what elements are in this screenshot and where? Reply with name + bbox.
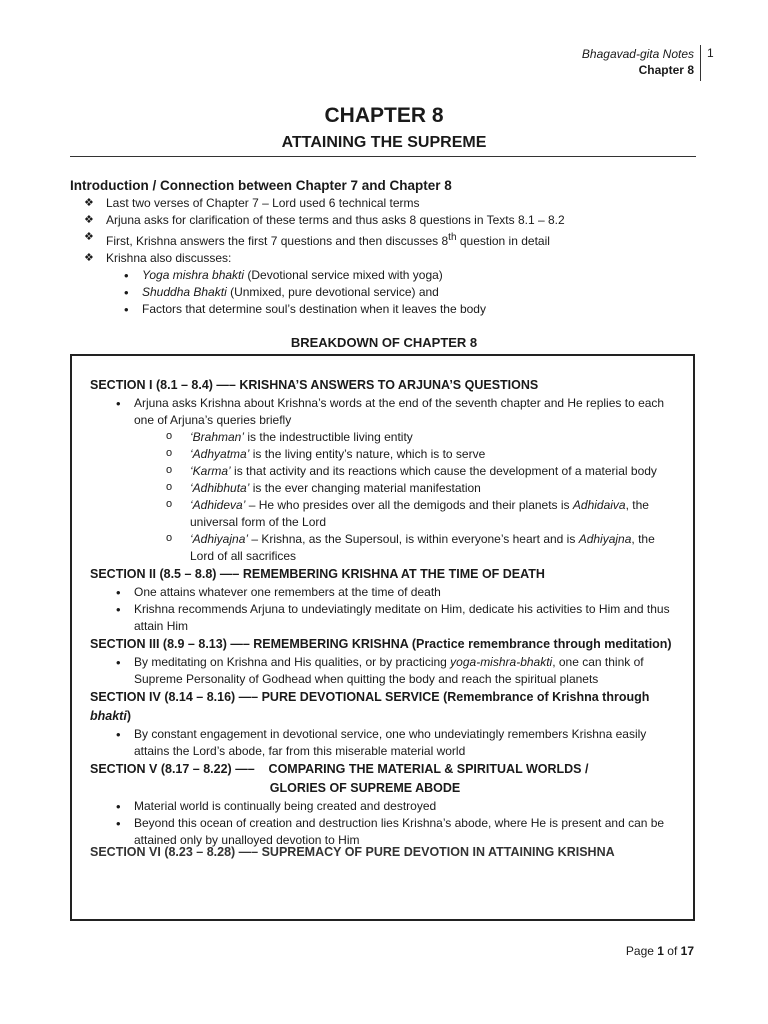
section-1-list (90, 395, 680, 565)
intro-sublist (106, 267, 710, 318)
title-rule (70, 156, 696, 157)
section-5-heading-line2: GLORIES OF SUPREME ABODE (269, 781, 461, 795)
list-item (166, 531, 680, 565)
section-2-list (90, 584, 680, 635)
section-4-list (90, 726, 680, 760)
list-item (166, 480, 680, 497)
italic-term: Yoga mishra bhakti (142, 268, 245, 282)
footer-of: of (663, 944, 681, 958)
section-5-list (90, 798, 680, 849)
list-item (120, 301, 710, 318)
list-item (116, 395, 680, 565)
item-text: First, Krishna answers the first 7 questions and then discusses 8 (106, 234, 449, 248)
list-item (166, 446, 680, 463)
item-text: is the indestructible living entity (244, 430, 413, 444)
item-text: (Devotional service mixed with yoga) (244, 268, 443, 282)
item-text: , the universal form of the Lord (190, 498, 649, 529)
item-text: is the ever changing material manifestation (249, 481, 481, 495)
page-footer (626, 944, 694, 958)
running-head-divider (700, 45, 701, 81)
section-4-heading (90, 688, 680, 726)
intro-heading: Introduction / Connection between Chapter 7 and Chapter 8 (70, 178, 452, 193)
section-2-heading: SECTION II (8.5 – 8.8) —– REMEMBERING KRISHNA AT THE TIME OF DEATH (90, 567, 545, 581)
superscript: th (448, 232, 457, 243)
italic-term: ‘Brahman’ (190, 430, 245, 444)
italic-term: bhakti (90, 709, 127, 723)
list-item: • Material world is continually being created and destroyed (116, 798, 680, 815)
item-text: – Krishna, as the Supersoul, is within everyone’s heart and is (248, 532, 579, 546)
footer-total-pages: 17 (680, 944, 694, 958)
italic-term: Shuddha Bhakti (142, 285, 227, 299)
item-text: By meditating on Krishna and His qualities, or by practicing (134, 655, 451, 669)
list-item (166, 497, 680, 531)
item-text: Factors that determine soul’s destination when it leaves the body (142, 302, 486, 316)
breakdown-content (90, 376, 680, 859)
footer-label: Page (625, 944, 658, 958)
italic-term: Adhiyajna (578, 532, 632, 546)
list-item (120, 284, 710, 301)
item-text: is the living entity’s nature, which is to serve (249, 447, 486, 461)
running-head-page-number: 1 (707, 46, 714, 60)
section-3-list (90, 654, 680, 688)
running-head (582, 46, 694, 78)
italic-term: ‘Adhideva’ (190, 498, 246, 512)
list-item (84, 229, 710, 250)
list-item (166, 463, 680, 480)
italic-term: ‘Adhiyajna’ (190, 532, 249, 546)
item-text: Krishna also discusses: (106, 251, 232, 265)
list-item: • Beyond this ocean of creation and destruction lies Krishna’s abode, where He is present and can be attained only by unalloyed devotion to Him (116, 815, 680, 849)
list-item: • One attains whatever one remembers at the time of death (116, 584, 680, 601)
list-item (166, 429, 680, 446)
running-head-title: Bhagavad-gita Notes (581, 47, 694, 61)
list-item: ❖ Last two verses of Chapter 7 – Lord used 6 technical terms (84, 195, 710, 212)
section-3-heading: SECTION III (8.9 – 8.13) —– REMEMBERING KRISHNA (Practice remembrance through meditation) (90, 637, 672, 651)
running-head-chapter: Chapter 8 (638, 63, 694, 77)
item-text: – He who presides over all the demigods and their planets is (245, 498, 573, 512)
heading-text: SECTION IV (8.14 – 8.16) —– PURE DEVOTIONAL SERVICE (Remembrance of Krishna through (90, 690, 650, 704)
heading-text: ) (126, 709, 131, 723)
intro-section (70, 178, 710, 318)
item-text: is that activity and its reactions which cause the development of a material body (230, 464, 657, 478)
item-text: Arjuna asks Krishna about Krishna’s words at the end of the seventh chapter and He replies to each one of Arjuna’s queries briefly (134, 396, 665, 427)
footer-current-page: 1 (657, 944, 664, 958)
item-text: , the Lord of all sacrifices (190, 532, 655, 563)
intro-list (70, 195, 710, 318)
italic-term: ‘Adhyatma’ (190, 447, 250, 461)
italic-term: Adhidaiva (572, 498, 626, 512)
terms-list (134, 429, 680, 565)
italic-term: yoga-mishra-bhakti (450, 655, 553, 669)
list-item (116, 654, 680, 688)
list-item: • Krishna recommends Arjuna to undeviatingly meditate on Him, dedicate his activities to Him and thus attain Him (116, 601, 680, 635)
chapter-subtitle: ATTAINING THE SUPREME (281, 134, 487, 151)
section-1-heading: SECTION I (8.1 – 8.4) —– KRISHNA’S ANSWERS TO ARJUNA’S QUESTIONS (90, 378, 539, 392)
chapter-title: CHAPTER 8 (324, 104, 444, 127)
list-item: • By constant engagement in devotional service, one who undeviatingly remembers Krishna easily attains the Lord’s abode, far from this miserable material world (116, 726, 680, 760)
italic-term: ‘Karma’ (190, 464, 231, 478)
breakdown-heading: BREAKDOWN OF CHAPTER 8 (290, 335, 478, 350)
cutoff-text: SECTION VI (8.23 – 8.28) —– SUPREMACY OF PURE DEVOTION IN ATTAINING KRISHNA (90, 845, 615, 859)
list-item: ❖ Arjuna asks for clarification of these terms and thus asks 8 questions in Texts 8.1 – 8.2 (84, 212, 710, 229)
item-text: , one can think of Supreme Personality of Godhead when quitting the body and reach the spiritual planets (134, 655, 644, 686)
item-text: (Unmixed, pure devotional service) and (226, 285, 439, 299)
breakdown-box (70, 354, 695, 921)
section-5-heading: SECTION V (8.17 – 8.22) —– COMPARING THE MATERIAL & SPIRITUAL WORLDS / (90, 762, 589, 776)
list-item (84, 250, 710, 318)
item-text: question in detail (456, 234, 550, 248)
italic-term: ‘Adhibhuta’ (190, 481, 250, 495)
list-item (120, 267, 710, 284)
